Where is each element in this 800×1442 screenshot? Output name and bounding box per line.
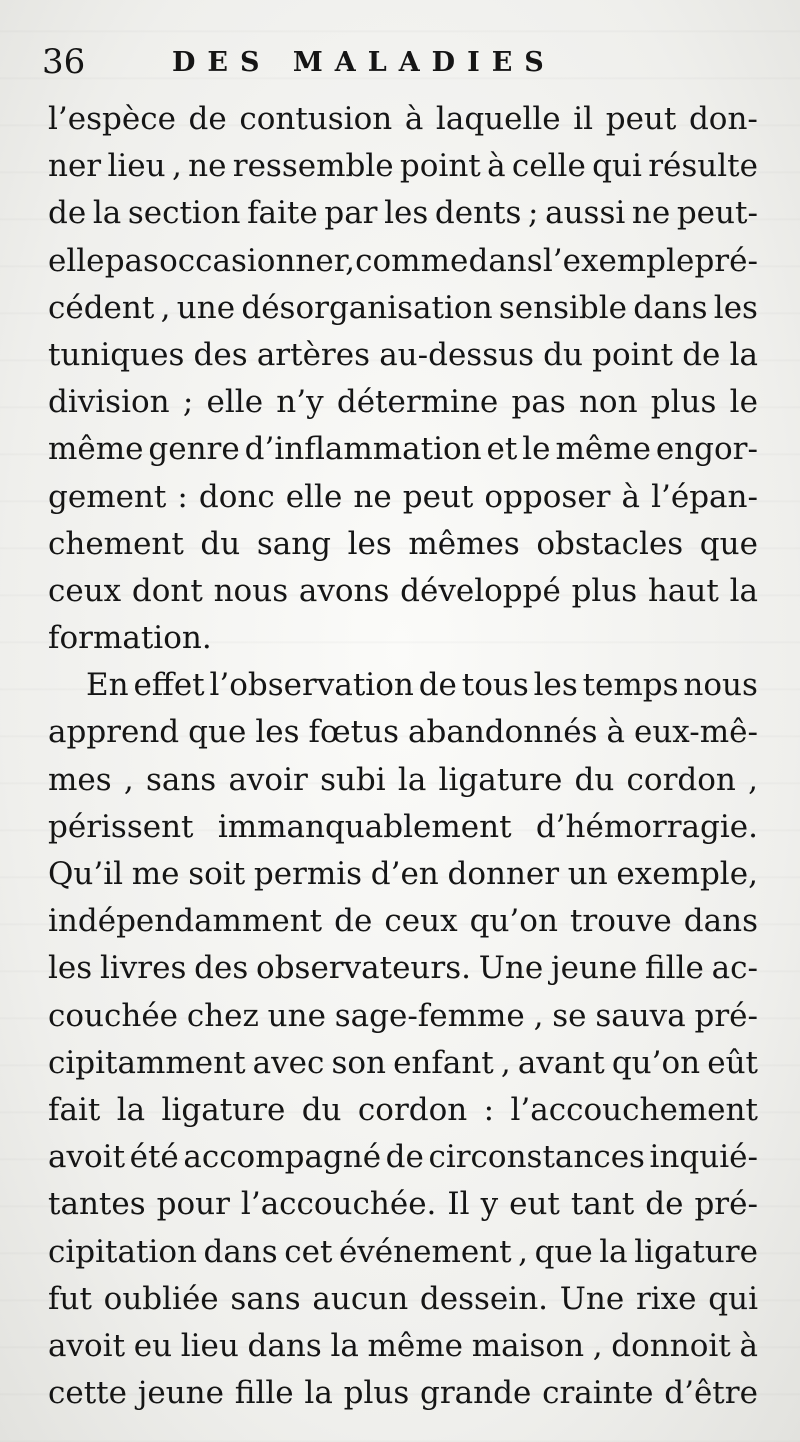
word: tantes xyxy=(48,1186,146,1223)
text-line xyxy=(48,898,758,945)
text-line xyxy=(48,332,758,379)
word: désorganisation xyxy=(241,289,493,326)
word: pour xyxy=(156,1186,230,1223)
word: y xyxy=(480,1186,499,1223)
word: une xyxy=(176,289,236,326)
word: sauva xyxy=(595,997,686,1034)
text-line xyxy=(48,568,758,615)
word: périssent xyxy=(48,808,194,845)
word: artères xyxy=(256,336,371,373)
word: don- xyxy=(688,101,758,137)
word: trouve xyxy=(569,903,672,940)
word: même xyxy=(48,431,144,468)
word: temps xyxy=(582,667,679,704)
word: , xyxy=(171,148,182,185)
word: il xyxy=(573,101,594,137)
text-line xyxy=(48,1181,758,1228)
word: la xyxy=(92,195,122,232)
word: à xyxy=(621,478,641,515)
word: tant xyxy=(570,1186,635,1223)
word: comme xyxy=(355,242,469,279)
word: par xyxy=(324,195,378,232)
word: dents xyxy=(434,195,522,232)
word: , xyxy=(592,1327,603,1364)
text-line xyxy=(48,615,758,662)
word: plus xyxy=(571,572,638,609)
word: ; xyxy=(528,195,539,232)
word: celle xyxy=(511,148,586,185)
word: de xyxy=(418,667,457,704)
word: Une xyxy=(478,950,544,987)
text-line xyxy=(48,1134,758,1181)
word: obstacles xyxy=(536,525,684,562)
text-line xyxy=(48,804,758,851)
word: abandonnés xyxy=(408,714,598,751)
word: à xyxy=(487,148,506,185)
text-line xyxy=(48,1087,758,1134)
word: l’accouchement xyxy=(510,1091,758,1128)
word: Qu’il xyxy=(48,856,124,892)
word: pré- xyxy=(694,997,758,1034)
word: rixe xyxy=(635,1280,697,1317)
word: ligature xyxy=(438,761,563,798)
word: fille xyxy=(645,950,704,987)
word: donc xyxy=(198,478,275,515)
word: Une xyxy=(559,1280,625,1317)
word: sans xyxy=(230,1280,301,1317)
word: eux-mê- xyxy=(634,714,758,751)
word: et xyxy=(486,431,518,468)
word: formation. xyxy=(48,620,212,657)
word: plus xyxy=(343,1375,410,1412)
word: aussi xyxy=(545,195,626,232)
word: soit xyxy=(188,856,246,892)
word: du xyxy=(574,761,615,798)
word: peut- xyxy=(676,195,758,232)
text-line xyxy=(48,285,758,332)
word: En xyxy=(86,667,129,704)
word: avoit xyxy=(48,1327,126,1364)
word: ressemble xyxy=(232,148,394,185)
word: la xyxy=(304,1375,333,1412)
word: pré- xyxy=(694,1186,758,1223)
word: à xyxy=(606,714,625,751)
text-line xyxy=(48,426,758,473)
word: crainte xyxy=(542,1375,654,1412)
text-line xyxy=(48,851,758,898)
word: le xyxy=(522,431,551,468)
word: développé xyxy=(400,572,561,609)
word: du xyxy=(200,525,241,562)
word: point xyxy=(592,336,674,373)
word: exemple, xyxy=(616,856,758,892)
word: ligature xyxy=(161,1091,286,1128)
word: inquié- xyxy=(649,1139,758,1176)
text-line xyxy=(48,709,758,756)
word: la xyxy=(397,761,427,798)
word: couchée xyxy=(48,997,179,1034)
word: du xyxy=(543,336,583,373)
word: eut xyxy=(509,1186,560,1223)
word: grande xyxy=(420,1375,532,1412)
word: immanquablement xyxy=(217,808,512,845)
word: la xyxy=(599,1233,628,1270)
word: ; xyxy=(182,384,194,421)
word: cordon xyxy=(357,1091,468,1128)
word: dont xyxy=(131,572,203,609)
text-line xyxy=(48,945,758,992)
word: la xyxy=(330,1327,359,1364)
word: de xyxy=(645,1186,684,1223)
text-line xyxy=(48,1276,758,1323)
word: dans xyxy=(203,1233,278,1270)
word: permis xyxy=(253,856,363,892)
word: de xyxy=(188,101,227,137)
word: à xyxy=(739,1327,758,1364)
word: même xyxy=(555,431,651,468)
word: contusion xyxy=(239,101,393,137)
word: qu’on xyxy=(611,1044,701,1081)
word: ac- xyxy=(711,950,758,987)
word: de xyxy=(48,195,87,232)
word: , xyxy=(500,1044,511,1081)
word: , xyxy=(533,997,544,1034)
word: se xyxy=(552,997,587,1034)
word: division xyxy=(48,384,170,421)
word: la xyxy=(116,1091,146,1128)
word: du xyxy=(301,1091,342,1128)
word: tous xyxy=(461,667,529,704)
word: résulte xyxy=(648,148,758,185)
word: non xyxy=(578,384,638,421)
word: aucun xyxy=(312,1280,409,1317)
word: qu’on xyxy=(469,903,558,940)
word: cipitamment xyxy=(48,1044,246,1081)
word: eu xyxy=(133,1327,173,1364)
word: circonstances xyxy=(428,1139,645,1176)
word: d’être xyxy=(664,1375,758,1412)
word: dessein. xyxy=(419,1280,549,1317)
word: laquelle xyxy=(435,101,561,137)
word: indépendamment xyxy=(48,903,323,940)
word: occasionner, xyxy=(159,242,355,279)
word: elle xyxy=(206,384,264,421)
word: dans xyxy=(247,1327,322,1364)
word: des xyxy=(194,950,249,987)
word: sage-femme xyxy=(334,997,525,1034)
word: les xyxy=(713,289,758,326)
word: cipitation xyxy=(48,1233,197,1270)
word: l’observation xyxy=(209,667,414,704)
word: les xyxy=(533,667,578,704)
word: oubliée xyxy=(103,1280,219,1317)
word: les xyxy=(384,195,429,232)
word: la xyxy=(729,336,758,373)
word: accompagné xyxy=(183,1139,382,1176)
word: au-dessus xyxy=(379,336,534,373)
word: : xyxy=(483,1091,495,1128)
word: donner xyxy=(447,856,560,892)
word: avec xyxy=(252,1044,325,1081)
word: de xyxy=(385,1139,424,1176)
word: me xyxy=(131,856,180,892)
word: cordon xyxy=(626,761,736,798)
word: , xyxy=(748,761,758,798)
word: mes xyxy=(48,761,112,798)
word: eût xyxy=(707,1044,758,1081)
word: : xyxy=(177,478,188,515)
word: lieu xyxy=(107,148,166,185)
word: avant xyxy=(517,1044,605,1081)
word: enfant xyxy=(393,1044,494,1081)
word: , xyxy=(160,289,171,326)
word: , xyxy=(518,1233,529,1270)
word: n’y xyxy=(276,384,324,421)
word: dans xyxy=(633,289,708,326)
word: donnoit xyxy=(611,1327,731,1364)
word: l’exemple xyxy=(542,242,695,279)
page-number: 36 xyxy=(42,42,86,82)
word: dans xyxy=(468,242,543,279)
word: que xyxy=(534,1233,593,1270)
word: plus xyxy=(650,384,717,421)
word: cédent xyxy=(48,289,155,326)
word: ne xyxy=(631,195,671,232)
word: , xyxy=(123,761,134,798)
word: avoit xyxy=(48,1139,126,1176)
word: livres xyxy=(99,950,187,987)
word: subi xyxy=(320,761,386,798)
word: même xyxy=(367,1327,464,1364)
word: genre xyxy=(148,431,240,468)
word: son xyxy=(331,1044,386,1081)
page-header xyxy=(42,38,762,88)
text-line xyxy=(48,379,758,426)
word: cette xyxy=(48,1375,127,1412)
word: jeune xyxy=(137,1375,224,1412)
text-line xyxy=(48,1040,758,1087)
text-line xyxy=(48,190,758,237)
word: avons xyxy=(298,572,390,609)
word: ner xyxy=(48,148,102,185)
word: ne xyxy=(188,148,227,185)
text-line xyxy=(48,1229,758,1276)
word: lieu xyxy=(180,1327,239,1364)
word: l’espèce xyxy=(48,101,176,137)
word: pré- xyxy=(694,242,758,279)
text-line xyxy=(48,662,758,709)
word: à xyxy=(404,101,424,137)
word: d’en xyxy=(370,856,439,892)
word: la xyxy=(729,572,758,609)
word: ceux xyxy=(384,903,458,940)
word: des xyxy=(193,336,248,373)
word: mêmes xyxy=(408,525,520,562)
word: les xyxy=(255,714,300,751)
running-head: DES MALADIES xyxy=(172,47,556,78)
word: fait xyxy=(48,1091,101,1128)
word: que xyxy=(188,714,247,751)
word: été xyxy=(129,1139,179,1176)
text-line xyxy=(48,143,758,190)
word: sans xyxy=(145,761,217,798)
word: chement xyxy=(48,525,184,562)
word: cet xyxy=(284,1233,333,1270)
word: peut xyxy=(605,101,677,137)
word: sensible xyxy=(498,289,627,326)
word: nous xyxy=(683,667,758,704)
word: le xyxy=(729,384,758,421)
text-line xyxy=(48,1370,758,1417)
word: chez xyxy=(186,997,259,1034)
word: les xyxy=(48,950,93,987)
word: de xyxy=(334,903,373,940)
word: un xyxy=(567,856,608,892)
word: qui xyxy=(592,148,642,185)
word: les xyxy=(347,525,392,562)
word: nous xyxy=(213,572,289,609)
word: sang xyxy=(256,525,332,562)
word: l’accouchée. xyxy=(240,1186,437,1223)
word: gement xyxy=(48,478,167,515)
word: d’inflammation xyxy=(244,431,482,468)
word: fut xyxy=(48,1280,92,1317)
word: maison xyxy=(471,1327,585,1364)
word: ceux xyxy=(48,572,122,609)
word: section xyxy=(127,195,241,232)
word: dans xyxy=(683,903,758,940)
word: événement xyxy=(338,1233,512,1270)
word: opposer xyxy=(484,478,611,515)
word: fille xyxy=(234,1375,294,1412)
word: détermine xyxy=(336,384,499,421)
text-line xyxy=(48,757,758,804)
word: tuniques xyxy=(48,336,185,373)
word: qui xyxy=(708,1280,758,1317)
word: faite xyxy=(247,195,318,232)
word: une xyxy=(267,997,326,1034)
body-text xyxy=(48,96,758,1417)
word: haut xyxy=(647,572,719,609)
word: elle xyxy=(48,242,105,279)
text-line xyxy=(48,993,758,1040)
word: peut xyxy=(402,478,474,515)
word: ligature xyxy=(634,1233,758,1270)
text-line xyxy=(48,521,758,568)
word: elle xyxy=(285,478,343,515)
word: Il xyxy=(447,1186,470,1223)
word: fœtus xyxy=(308,714,399,751)
word: avoir xyxy=(228,761,308,798)
word: de xyxy=(682,336,721,373)
word: d’hémorragie. xyxy=(535,808,758,845)
word: pas xyxy=(104,242,159,279)
text-line xyxy=(48,474,758,521)
text-line xyxy=(48,96,758,143)
word: pas xyxy=(511,384,566,421)
text-line xyxy=(48,1323,758,1370)
text-line xyxy=(48,238,758,285)
word: engor- xyxy=(655,431,758,468)
word: ne xyxy=(353,478,392,515)
word: effet xyxy=(133,667,205,704)
word: que xyxy=(699,525,758,562)
word: jeune xyxy=(550,950,638,987)
word: point xyxy=(399,148,481,185)
word: apprend xyxy=(48,714,180,751)
word: observateurs. xyxy=(256,950,471,987)
word: l’épan- xyxy=(651,478,758,515)
